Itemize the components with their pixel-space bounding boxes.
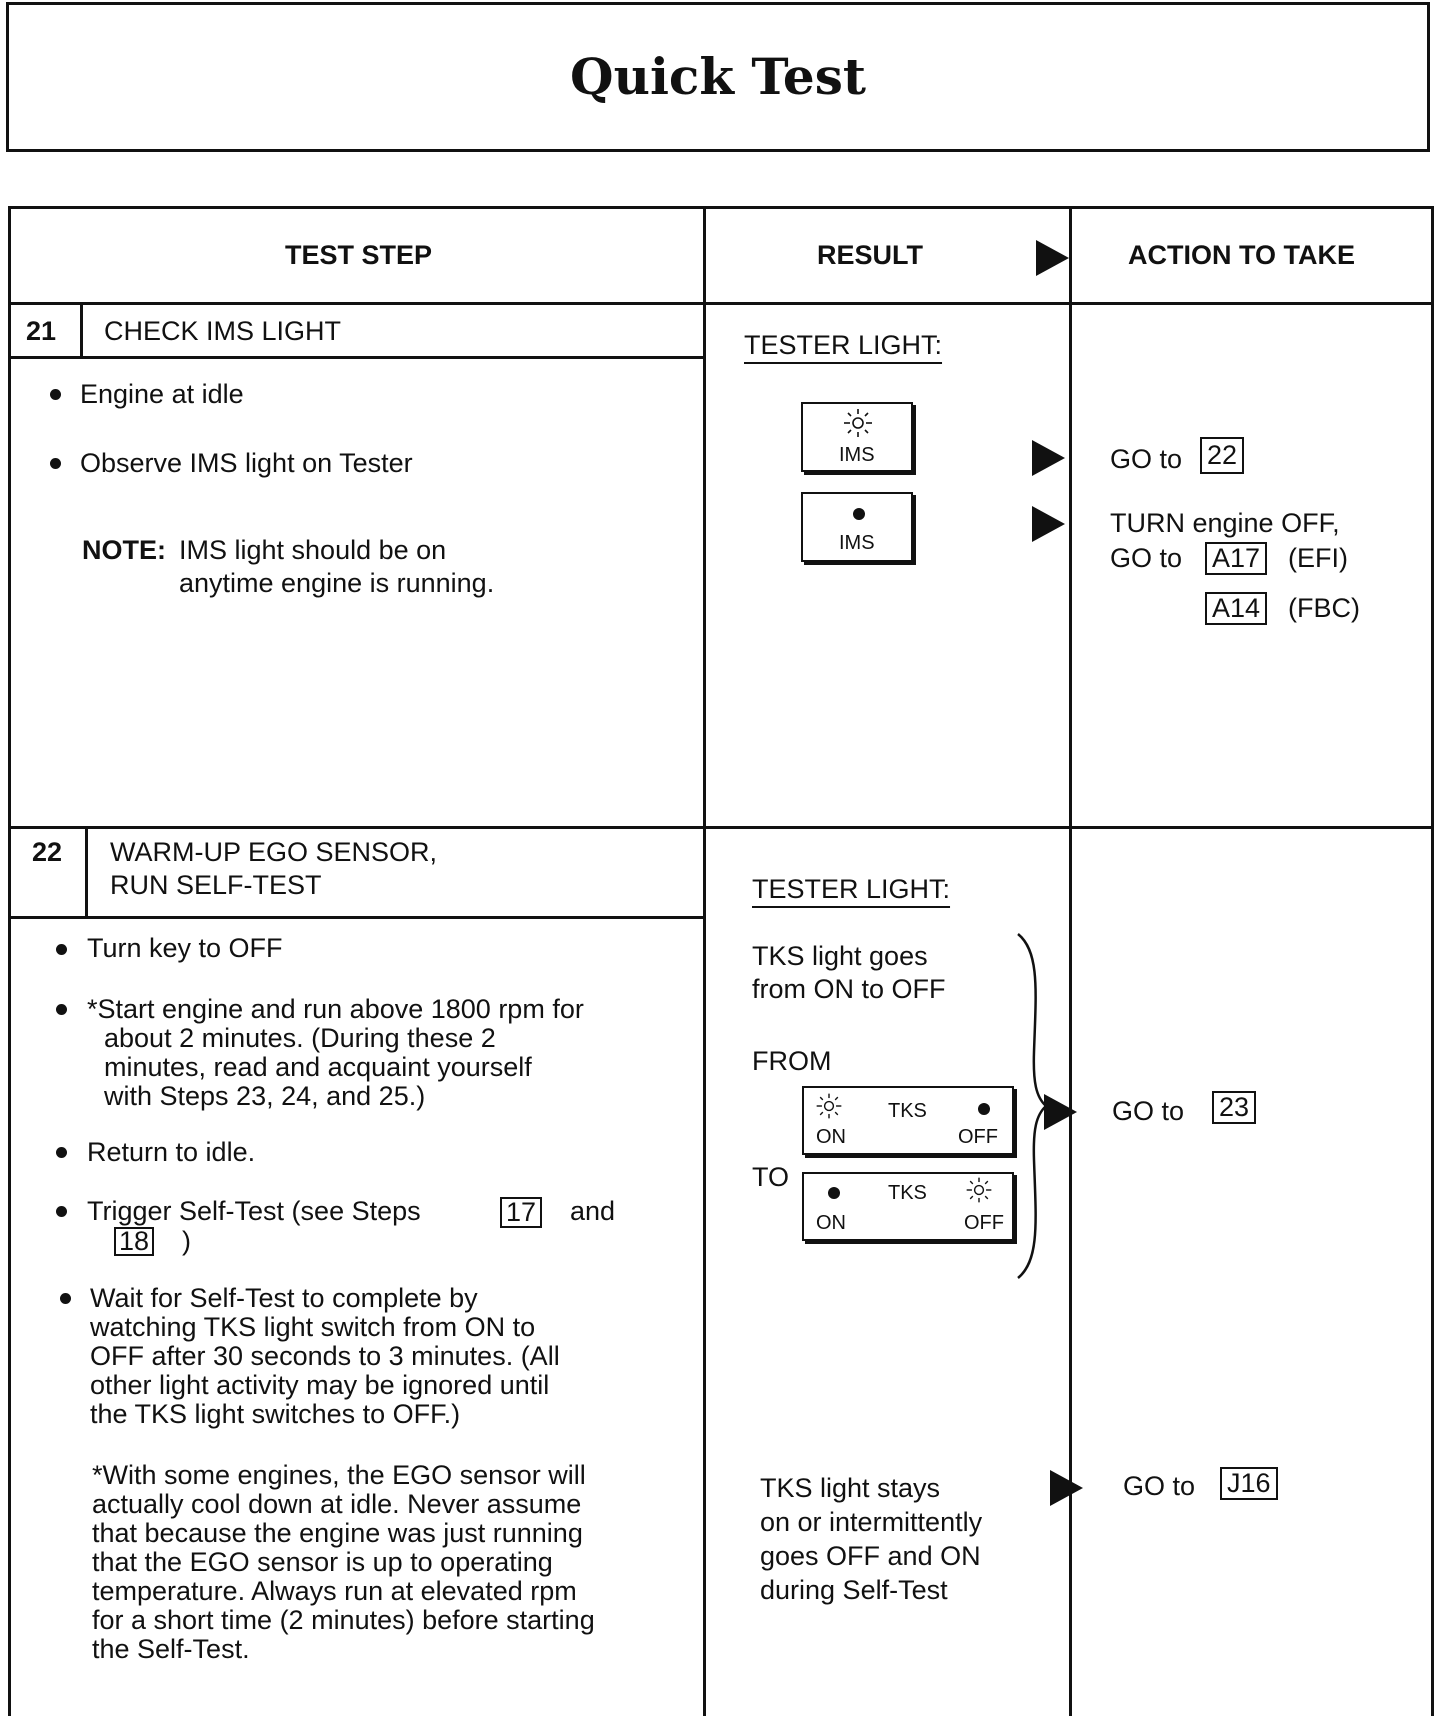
step22-bullet-2-line2: about 2 minutes. (During these 2 <box>104 1023 496 1053</box>
step22-note-line1: *With some engines, the EGO sensor will <box>92 1460 586 1490</box>
step-ref-22[interactable]: 22 <box>1200 437 1244 474</box>
step22-result2-line3: goes OFF and ON <box>760 1541 981 1571</box>
step22-bullet-1: Turn key to OFF <box>87 933 283 963</box>
step22-bullet-5-line5: the TKS light switches to OFF.) <box>90 1399 461 1429</box>
arrow-icon <box>1044 1094 1077 1130</box>
header-action: ACTION TO TAKE <box>1128 240 1355 270</box>
step22-result1-line2: from ON to OFF <box>752 974 946 1004</box>
bullet-icon <box>56 1147 67 1158</box>
tks-to-box <box>802 1172 1014 1241</box>
step22-note-line3: that because the engine was just running <box>92 1518 583 1548</box>
step22-bullet-5-line1: Wait for Self-Test to complete by <box>90 1283 478 1313</box>
step-ref-23[interactable]: 23 <box>1212 1091 1256 1124</box>
step22-note-line4: that the EGO sensor is up to operating <box>92 1547 553 1577</box>
light-off-dot-icon <box>828 1187 840 1199</box>
step-ref-a17[interactable]: A17 <box>1205 542 1267 575</box>
step22-bullet-2-line3: minutes, read and acquaint yourself <box>104 1052 532 1082</box>
tks-to-on: ON <box>816 1212 846 1234</box>
header-test-step: TEST STEP <box>285 240 433 270</box>
step22-bullet-5-line2: watching TKS light switch from ON to <box>90 1312 536 1342</box>
row-divider <box>8 826 1434 829</box>
step21-note-line1: IMS light should be on <box>179 535 447 565</box>
step-ref-17[interactable]: 17 <box>500 1197 542 1228</box>
step21-action2-note-a: (EFI) <box>1288 543 1348 573</box>
arrow-icon <box>1032 440 1065 476</box>
step22-from-label: FROM <box>752 1046 832 1076</box>
tks-from-off: OFF <box>958 1126 998 1148</box>
bullet-icon <box>56 1004 67 1015</box>
bullet-icon <box>56 1206 67 1217</box>
arrow-icon <box>1032 506 1065 542</box>
ims-light-on-label: IMS <box>839 444 875 466</box>
step22-number-divider <box>85 826 88 918</box>
step22-action2-go: GO to <box>1123 1471 1196 1501</box>
step22-to-label: TO <box>752 1162 790 1192</box>
step22-bullet-2-line1: *Start engine and run above 1800 rpm for <box>87 994 584 1024</box>
tks-from-on: ON <box>816 1126 846 1148</box>
step22-note-line5: temperature. Always run at elevated rpm <box>92 1576 577 1606</box>
step21-title-underline <box>8 356 705 359</box>
step22-note-line2: actually cool down at idle. Never assume <box>92 1489 582 1519</box>
step22-bullet-5-line4: other light activity may be ignored until <box>90 1370 550 1400</box>
step21-action2-note-b: (FBC) <box>1288 593 1360 623</box>
header-result: RESULT <box>817 240 923 270</box>
bullet-icon <box>50 389 61 400</box>
header-divider <box>8 302 1434 305</box>
step22-title-line2: RUN SELF-TEST <box>110 870 322 900</box>
light-off-dot-icon <box>853 508 865 520</box>
step22-bullet-4-close: ) <box>182 1226 191 1256</box>
step22-result1-line1: TKS light goes <box>752 941 928 971</box>
step21-number-divider <box>80 302 83 358</box>
step22-bullet-5-line3: OFF after 30 seconds to 3 minutes. (All <box>90 1341 560 1371</box>
step22-bullet-3: Return to idle. <box>87 1137 256 1167</box>
light-off-dot-icon <box>978 1103 990 1115</box>
arrow-icon <box>1036 240 1069 276</box>
step22-title-underline <box>8 916 705 919</box>
step21-action2-line1: TURN engine OFF, <box>1110 508 1340 538</box>
step22-number: 22 <box>32 837 63 867</box>
step21-note-label: NOTE: <box>82 535 166 565</box>
sun-icon <box>814 1092 844 1120</box>
ims-light-on-box <box>801 402 913 472</box>
step22-bullet-4-text: Trigger Self-Test (see Steps <box>87 1196 421 1226</box>
step22-result2-line4: during Self-Test <box>760 1575 948 1605</box>
step22-result2-line1: TKS light stays <box>760 1473 941 1503</box>
step21-bullet-1: Engine at idle <box>80 379 244 409</box>
step21-note-line2: anytime engine is running. <box>179 568 495 598</box>
step22-result2-line2: on or intermittently <box>760 1507 983 1537</box>
step22-title-line1: WARM-UP EGO SENSOR, <box>110 837 438 867</box>
bullet-icon <box>56 944 67 955</box>
title-box <box>6 2 1430 152</box>
sun-icon <box>964 1176 994 1204</box>
step21-bullet-2: Observe IMS light on Tester <box>80 448 413 478</box>
step22-bullet-4-and: and <box>570 1196 616 1226</box>
sun-icon <box>841 408 875 438</box>
column-divider-1 <box>703 206 706 1716</box>
ims-light-off-label: IMS <box>839 532 875 554</box>
step22-action1-go: GO to <box>1112 1096 1185 1126</box>
bullet-icon <box>50 458 61 469</box>
page-title: Quick Test <box>570 47 866 106</box>
tks-from-label: TKS <box>888 1100 927 1122</box>
step21-title: CHECK IMS LIGHT <box>104 316 342 346</box>
step22-note-line7: the Self-Test. <box>92 1634 250 1664</box>
tks-from-box <box>802 1086 1014 1155</box>
tks-to-label: TKS <box>888 1182 927 1204</box>
arrow-icon <box>1050 1470 1083 1506</box>
step-ref-a14[interactable]: A14 <box>1205 592 1267 625</box>
step22-note-line6: for a short time (2 minutes) before starting <box>92 1605 595 1635</box>
step22-result-label: TESTER LIGHT: <box>752 874 951 904</box>
step-ref-j16[interactable]: J16 <box>1220 1467 1278 1500</box>
tks-to-off: OFF <box>964 1212 1004 1234</box>
step21-action2-go: GO to <box>1110 543 1183 573</box>
step22-bullet-2-line4: with Steps 23, 24, and 25.) <box>104 1081 426 1111</box>
step21-action1-go: GO to <box>1110 444 1183 474</box>
step21-number: 21 <box>26 316 57 346</box>
ims-light-off-box <box>801 492 913 562</box>
bullet-icon <box>60 1293 71 1304</box>
step-ref-18[interactable]: 18 <box>114 1227 154 1256</box>
step21-result-label: TESTER LIGHT: <box>744 330 943 360</box>
